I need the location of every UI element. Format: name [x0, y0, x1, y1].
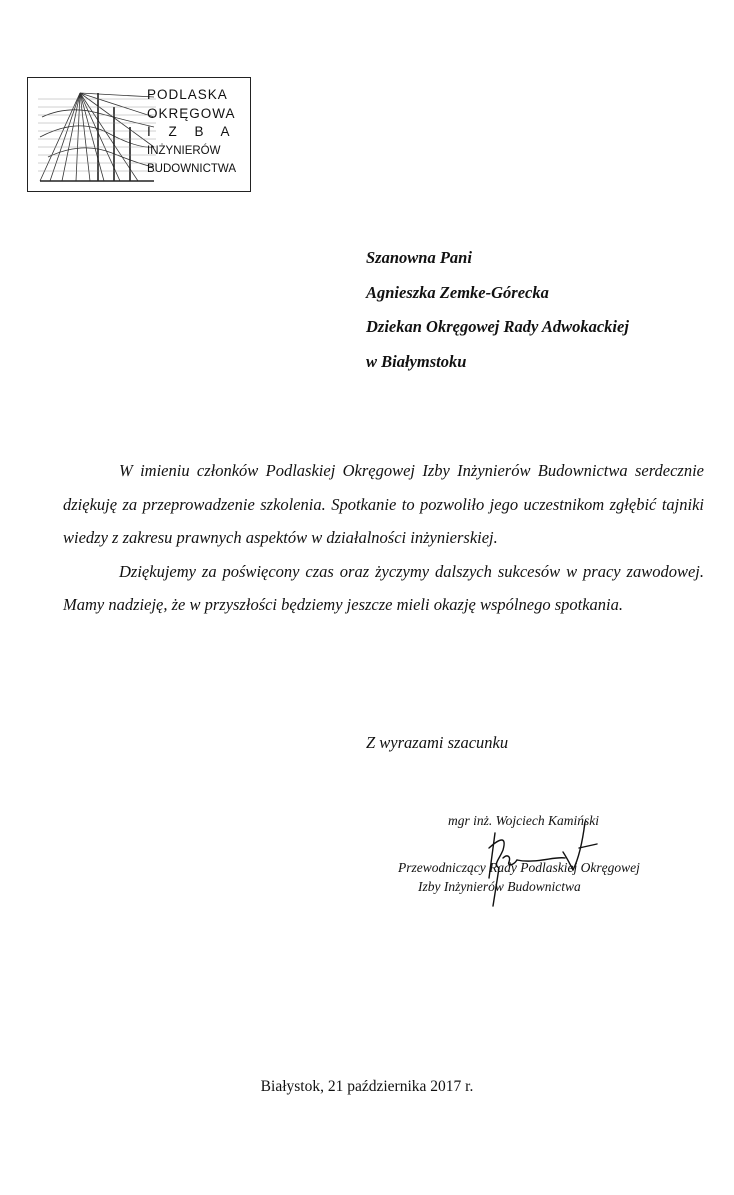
- signatory-title-line-2: Izby Inżynierów Budownictwa: [418, 879, 581, 894]
- logo-line-4: INŻYNIERÓW: [147, 144, 221, 157]
- signatory-title-line-1: Przewodniczący Rady Podlaskiej Okręgowej: [398, 860, 640, 875]
- body-paragraph-2: Dziękujemy za poświęcony czas oraz życzymy dalszych sukcesów w pracy zawodowej. Mamy nadzieję, że w przyszłości będziemy jeszcze mieli okazję wspólnego spotkania.: [63, 561, 704, 614]
- organization-logo: [27, 77, 251, 192]
- logo-line-2: OKRĘGOWA: [147, 105, 236, 121]
- addressee-block: [366, 241, 629, 379]
- addressee-name: Agnieszka Zemke-Górecka: [366, 282, 549, 302]
- logo-wordmark: [147, 86, 236, 179]
- addressee-location: w Białymstoku: [366, 351, 467, 371]
- letter-body: [63, 454, 704, 622]
- logo-line-5: BUDOWNICTWA: [147, 163, 237, 175]
- closing-phrase: Z wyrazami szacunku: [366, 733, 509, 752]
- addressee-salutation: Szanowna Pani: [366, 248, 472, 267]
- addressee-position: Dziekan Okręgowej Rady Adwokackiej: [366, 317, 629, 336]
- place-and-date: Białystok, 21 października 2017 r.: [260, 1078, 474, 1095]
- pyramid-grid-emblem-icon: [38, 87, 156, 183]
- logo-line-3: I Z B A: [147, 124, 231, 139]
- body-paragraph-1: W imieniu członków Podlaskiej Okręgowej Izby Inżynierów Budownictwa serdecznie dziękuję za przeprowadzenie szkolenia. Spotkanie to pozwoliło jego uczestnikom zgłębić tajniki wiedzy z zakresu prawnych aspektów w działalności inżynierskiej.: [63, 461, 704, 547]
- signatory-name: mgr inż. Wojciech Kamiński: [448, 813, 599, 828]
- logo-line-1: PODLASKA: [147, 87, 228, 102]
- signatory-title: [398, 858, 640, 896]
